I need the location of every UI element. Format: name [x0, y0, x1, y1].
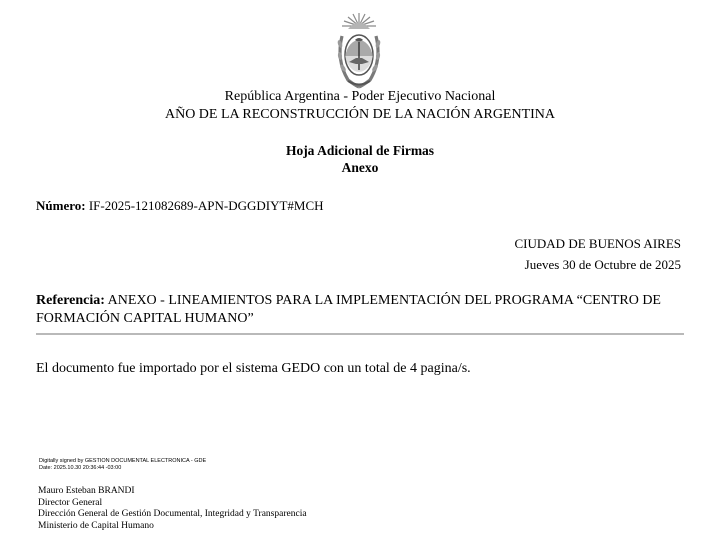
argentina-coat-of-arms-icon	[334, 12, 384, 90]
sheet-subtitle: Anexo	[341, 160, 379, 175]
document-number-label: Número:	[36, 198, 86, 213]
digital-signature-line: Digitally signed by GESTION DOCUMENTAL ELECTRONICA - GDE	[39, 458, 207, 464]
reference-label: Referencia:	[36, 293, 105, 308]
signer-department: Dirección General de Gestión Documental, Integridad y Transparencia	[38, 509, 307, 519]
signer-ministry: Ministerio de Capital Humano	[38, 520, 154, 531]
sheet-title: Hoja Adicional de Firmas	[285, 143, 435, 158]
digital-signature-date: Date: 2025.10.30 20:36:44 -03:00	[39, 465, 122, 471]
document-number-row	[36, 198, 324, 214]
document-number-value: IF-2025-121082689-APN-DGGDIYT#MCH	[88, 198, 324, 213]
header-line-2: AÑO DE LA RECONSTRUCCIÓN DE LA NACIÓN ARGENTINA	[164, 107, 556, 122]
signer-name: Mauro Esteban BRANDI	[38, 486, 135, 496]
date: Jueves 30 de Octubre de 2025	[524, 257, 681, 272]
header-line-1: República Argentina - Poder Ejecutivo Nacional	[224, 89, 496, 104]
divider	[36, 333, 684, 335]
city: CIUDAD DE BUENOS AIRES	[514, 236, 681, 251]
signer-title: Director General	[38, 497, 103, 508]
reference-value: ANEXO - LINEAMIENTOS PARA LA IMPLEMENTACIÓN DEL PROGRAMA “CENTRO DE FORMACIÓN CAPITAL HUMANO”	[36, 293, 661, 326]
reference-block	[36, 292, 676, 328]
body-text: El documento fue importado por el sistema GEDO con un total de 4 pagina/s.	[36, 361, 471, 376]
